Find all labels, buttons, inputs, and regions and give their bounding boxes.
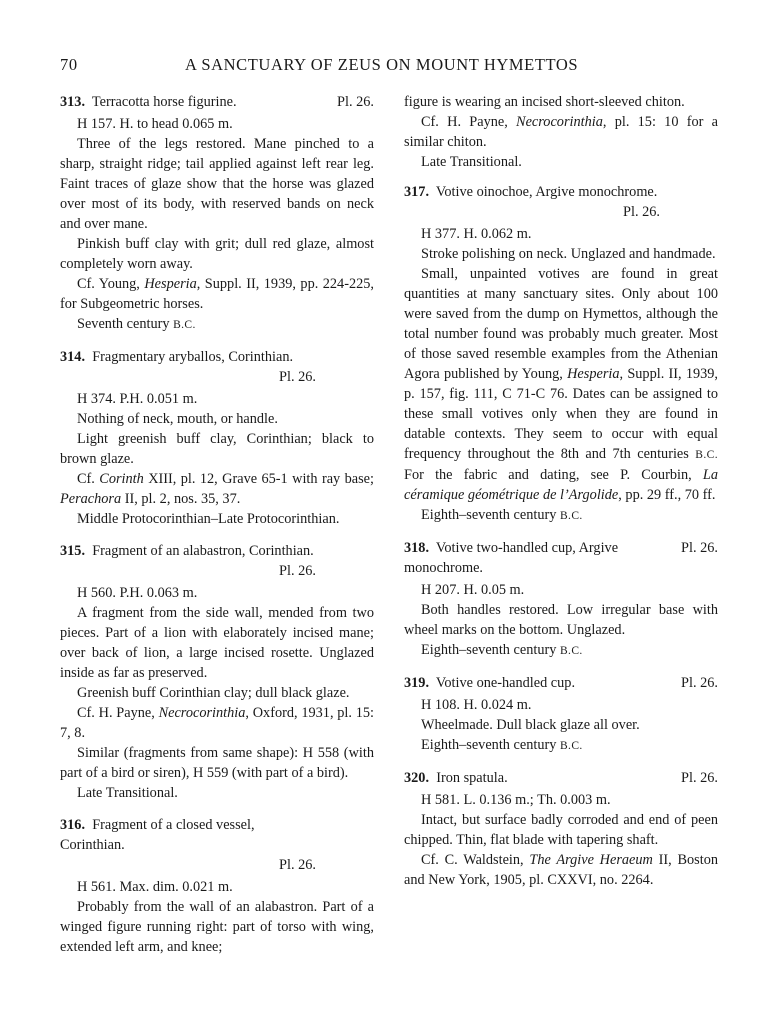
running-head (60, 55, 720, 81)
date (404, 505, 718, 526)
inventory-line: H 561. Max. dim. 0.021 m. (77, 879, 233, 895)
description: Intact, but surface badly corroded and end of peen chipped. Thin, flat blade with tapering shaft. (404, 812, 718, 848)
comparanda (60, 469, 374, 509)
description-continued: figure is wearing an incised short-sleeved chiton. (404, 94, 685, 110)
discussion-book: La céramique géométrique de l’Argolide (404, 467, 718, 503)
inventory-line: H 157. H. to head 0.065 m. (77, 116, 233, 132)
date (404, 735, 718, 756)
comparanda-book: The Argive Heraeum (529, 852, 653, 868)
discussion-text: , Suppl. II, 1939, p. 157, fig. 111, C 71-C 76. Dates can be assigned to these small votives only when they are found in datable contexts. They seem to occur with equal frequency throughout the 8th and 7th centuries (404, 366, 718, 462)
entry-header (404, 538, 718, 578)
era: B.C. (173, 319, 196, 331)
comparanda-journal: Necrocorinthia (158, 705, 246, 721)
date-text: Seventh century (77, 316, 174, 332)
catalog-entry-320 (404, 768, 718, 890)
comparanda-journal: Necrocorinthia (516, 114, 603, 130)
era: B.C. (559, 740, 583, 752)
plate-reference: Pl. 26. (279, 369, 316, 385)
entry-number: 314. (60, 349, 86, 365)
date-text: Eighth–seventh century (421, 507, 560, 523)
description: Both handles restored. Low irregular base with wheel marks on the bottom. Unglazed. (404, 602, 718, 638)
discussion-journal: Hesperia (567, 366, 620, 382)
similar-fragments: Similar (fragments from same shape): H 558 (with part of a bird or siren), H 559 (with part of a bird). (60, 745, 374, 781)
description: Probably from the wall of an alabastron. Part of a winged figure running right: part of torso with wing, extended left arm, and knee; (60, 899, 374, 955)
entry-header (404, 768, 718, 788)
entry-header (60, 541, 374, 581)
entry-number: 317. (404, 184, 430, 200)
catalog-entry-317 (404, 182, 718, 526)
catalog-entry-318 (404, 538, 718, 661)
plate-reference: Pl. 26. (623, 204, 660, 220)
plate-reference: Pl. 26. (681, 770, 718, 786)
comparanda (60, 703, 374, 743)
plate-reference: Pl. 26. (337, 94, 374, 110)
entry-number: 316. (60, 817, 86, 833)
comparanda-journal: Perachora (60, 491, 122, 507)
catalog-entry-313 (60, 92, 374, 335)
comparanda-text: Cf. H. Payne, (421, 114, 517, 130)
comparanda-journal: Corinth (99, 471, 144, 487)
catalog-entry-316 (60, 815, 374, 957)
comparanda (404, 112, 718, 152)
fabric: Pinkish buff clay with grit; dull red glaze, almost completely worn away. (60, 236, 374, 272)
entry-header (60, 92, 374, 112)
comparanda (404, 850, 718, 890)
comparanda-text: Cf. H. Payne, (77, 705, 159, 721)
comparanda-text: , pl. 15: 10 for a similar chiton. (404, 114, 718, 150)
inventory-line: H 377. H. 0.062 m. (421, 226, 532, 242)
catalog-entry-315 (60, 541, 374, 803)
inventory-line: H 374. P.H. 0.051 m. (77, 391, 198, 407)
era: B.C. (559, 645, 583, 657)
description: Three of the legs restored. Mane pinched to a sharp, straight ridge; tail applied against left rear leg. Faint traces of glaze show that the horse was glazed over most of its body, with reserved bands on neck and over mane. (60, 136, 374, 232)
date (60, 314, 374, 335)
comparanda-journal: Hesperia (144, 276, 197, 292)
comparanda-text: , Oxford, 1931, pl. 15: 7, 8. (60, 705, 374, 741)
catalog-entry-319 (404, 673, 718, 756)
entry-number: 313. (60, 94, 86, 110)
inventory-line: H 207. H. 0.05 m. (421, 582, 525, 598)
comparanda-text: , Suppl. II, 1939, pp. 224-225, for Subgeometric horses. (60, 276, 374, 312)
comparanda-text: II, pl. 2, nos. 35, 37. (121, 491, 241, 507)
plate-reference: Pl. 26. (279, 563, 316, 579)
discussion-text: Small, unpainted votives are found in great quantities at many sanctuary sites. Only about 100 were saved from the dump on Hymettos, although the total number found was probably much greater. Most of those saved resemble examples from the Athenian Agora published by Young, (404, 266, 718, 382)
entry-header (60, 815, 374, 875)
date: Late Transitional. (421, 154, 522, 170)
entry-title: Votive one-handled cup. (435, 675, 576, 691)
plate-reference: Pl. 26. (279, 857, 316, 873)
entry-number: 320. (404, 770, 430, 786)
date: Late Transitional. (77, 785, 178, 801)
description: Stroke polishing on neck. Unglazed and handmade. (421, 246, 716, 262)
entry-title: Iron spatula. (436, 770, 508, 786)
date-text: Eighth–seventh century (421, 642, 560, 658)
description: Wheelmade. Dull black glaze all over. (421, 717, 640, 733)
entry-number: 315. (60, 543, 86, 559)
entry-title: Fragment of a closed vessel, Corinthian. (60, 817, 255, 853)
comparanda-text: II, Boston and New York, 1905, pl. CXXVI, no. 2264. (404, 852, 718, 888)
entry-title: Fragmentary aryballos, Corinthian. (92, 349, 294, 365)
page-title: A SANCTUARY OF ZEUS ON MOUNT HYMETTOS (185, 55, 579, 74)
description: A fragment from the side wall, mended from two pieces. Part of a lion with elaborately incised mane; over back of lion, a large incised rosette. Unglazed inside as far as preserved. (60, 605, 374, 681)
plate-reference: Pl. 26. (681, 540, 718, 556)
fabric: Greenish buff Corinthian clay; dull black glaze. (77, 685, 350, 701)
entry-title: Terracotta horse figurine. (91, 94, 237, 110)
catalog-entry-314 (60, 347, 374, 529)
date (404, 640, 718, 661)
entry-header (404, 182, 718, 222)
date: Middle Protocorinthian–Late Protocorinthian. (77, 511, 340, 527)
right-column (404, 92, 718, 902)
comparanda-text: XIII, pl. 12, Grave 65-1 with ray base; (143, 471, 374, 487)
discussion (404, 264, 718, 505)
comparanda-text: Cf. C. Waldstein, (421, 852, 530, 868)
era: B.C. (559, 510, 583, 522)
era: B.C. (695, 449, 718, 461)
comparanda-text: Cf. (77, 471, 100, 487)
date-text: Eighth–seventh century (421, 737, 560, 753)
entry-header (60, 347, 374, 387)
inventory-line: H 581. L. 0.136 m.; Th. 0.003 m. (421, 792, 611, 808)
entry-title: Votive oinochoe, Argive monochrome. (435, 184, 658, 200)
entry-number: 318. (404, 540, 430, 556)
entry-header (404, 673, 718, 693)
page-number: 70 (60, 55, 78, 74)
plate-reference: Pl. 26. (681, 675, 718, 691)
discussion-text: , pp. 29 ff., 70 ff. (618, 487, 716, 503)
description: Nothing of neck, mouth, or handle. (77, 411, 278, 427)
comparanda (60, 274, 374, 314)
discussion-text: For the fabric and dating, see P. Courbin, (404, 467, 703, 483)
entry-number: 319. (404, 675, 430, 691)
entry-title: Fragment of an alabastron, Corinthian. (92, 543, 314, 559)
catalog-entry-316-continued (404, 92, 718, 172)
left-column (60, 92, 374, 969)
entry-title: Votive two-handled cup, Argive monochrome. (404, 540, 619, 576)
inventory-line: H 108. H. 0.024 m. (421, 697, 532, 713)
fabric: Light greenish buff clay, Corinthian; black to brown glaze. (60, 431, 374, 467)
comparanda-text: Cf. Young, (77, 276, 145, 292)
inventory-line: H 560. P.H. 0.063 m. (77, 585, 198, 601)
